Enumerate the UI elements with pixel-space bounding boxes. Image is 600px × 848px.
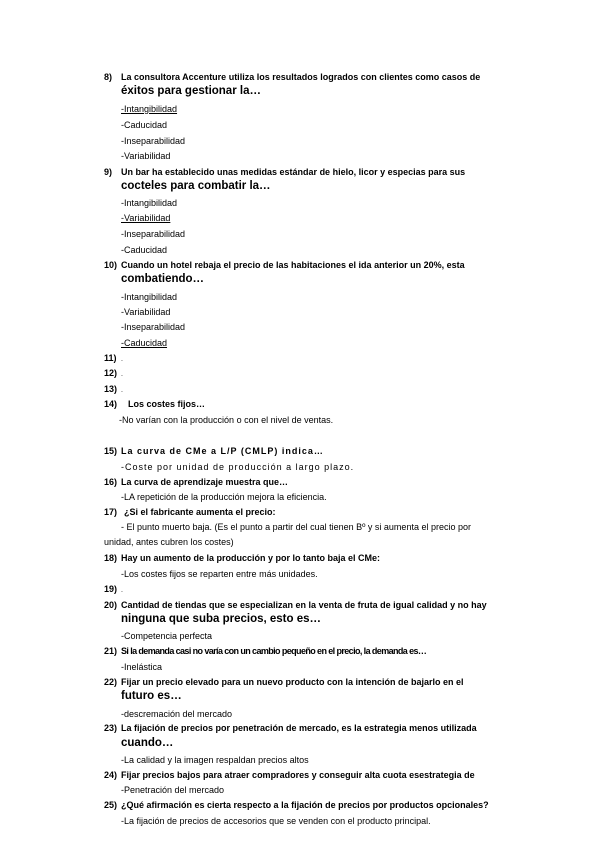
- question-text-cont: combatiendo…: [121, 273, 205, 285]
- question-text: Fijar un precio elevado para un nuevo producto con la intención de bajarlo en el: [121, 677, 464, 687]
- answer: - El punto muerto baja. (Es el punto a partir del cual tienen Bº y si aumenta el precio por: [121, 522, 471, 532]
- question-text: La curva de CMe a L/P (CMLP) indica…: [121, 446, 324, 456]
- question-text-cont: futuro es…: [121, 690, 182, 702]
- option: -Variabilidad: [121, 151, 171, 161]
- question-text: La curva de aprendizaje muestra que…: [121, 477, 289, 487]
- question-text: Si la demanda casi no varía con un cambio pequeño en el precio, la demanda es…: [121, 646, 427, 656]
- question-number: 18): [104, 553, 118, 563]
- blank-mark: .: [121, 356, 123, 363]
- blank-mark: .: [121, 371, 123, 378]
- answer: -La calidad y la imagen respaldan precios altos: [121, 755, 309, 765]
- question-number: 8): [104, 72, 113, 82]
- question-text: Cantidad de tiendas que se especializan en la venta de fruta de igual calidad y no hay: [121, 600, 487, 610]
- question-text: Cuando un hotel rebaja el precio de las habitaciones el ida anterior un 20%, esta: [121, 260, 465, 270]
- question-number: 23): [104, 723, 118, 733]
- option: -Intangibilidad: [121, 292, 178, 302]
- question-number: 20): [104, 600, 118, 610]
- question-text-cont: cuando…: [121, 737, 174, 749]
- question-number: 9): [104, 167, 113, 177]
- question-text: La fijación de precios por penetración de mercado, es la estrategia menos utilizada: [121, 723, 477, 733]
- question-number: 22): [104, 677, 118, 687]
- question-text-cont: ninguna que suba precios, esto es…: [121, 613, 322, 625]
- option-underlined: -Variabilidad: [121, 213, 171, 223]
- question-number: 17): [104, 507, 118, 517]
- option: -Inseparabilidad: [121, 136, 186, 146]
- question-text: Hay un aumento de la producción y por lo tanto baja el CMe:: [121, 553, 381, 563]
- question-number: 24): [104, 770, 118, 780]
- question-text: Fijar precios bajos para atraer compradores y conseguir alta cuota esestrategia de: [121, 770, 475, 780]
- question-number: 15): [104, 446, 118, 456]
- question-text: Los costes fijos…: [128, 399, 206, 409]
- answer: -descremación del mercado: [121, 709, 233, 719]
- question-text: La consultora Accenture utiliza los resultados logrados con clientes como casos de: [121, 72, 481, 82]
- answer: -No varían con la producción o con el nivel de ventas.: [119, 415, 334, 425]
- answer: -Coste por unidad de producción a largo plazo.: [121, 462, 355, 472]
- option-underlined: -Intangibilidad: [121, 104, 178, 114]
- question-number: 19): [104, 584, 118, 594]
- option: -Inseparabilidad: [121, 229, 186, 239]
- question-number: 16): [104, 477, 118, 487]
- question-text-cont: éxitos para gestionar la…: [121, 85, 261, 97]
- option: -Caducidad: [121, 120, 168, 130]
- answer: -Inelástica: [121, 662, 163, 672]
- question-number: 10): [104, 260, 118, 270]
- blank-mark: .: [121, 587, 123, 594]
- question-number: 11): [104, 353, 117, 363]
- blank-mark: .: [121, 387, 123, 394]
- question-number: 14): [104, 399, 118, 409]
- question-text-cont: cocteles para combatir la…: [121, 180, 271, 192]
- option: -Caducidad: [121, 245, 168, 255]
- question-text: ¿Qué afirmación es cierta respecto a la fijación de precios por productos opcionales?: [121, 800, 489, 810]
- question-number: 21): [104, 646, 118, 656]
- option: -Variabilidad: [121, 307, 171, 317]
- question-number: 25): [104, 800, 118, 810]
- question-number: 12): [104, 368, 118, 378]
- question-text: Un bar ha establecido unas medidas estándar de hielo, licor y especias para sus: [121, 167, 466, 177]
- answer: -La fijación de precios de accesorios que se venden con el producto principal.: [121, 816, 431, 826]
- option-underlined: -Caducidad: [121, 338, 168, 348]
- question-number: 13): [104, 384, 118, 394]
- answer: -LA repetición de la producción mejora la eficiencia.: [121, 492, 327, 502]
- answer: -Competencia perfecta: [121, 631, 213, 641]
- answer: -Penetración del mercado: [121, 785, 225, 795]
- answer-cont: unidad, antes cubren los costes): [104, 537, 234, 547]
- question-text: ¿Si el fabricante aumenta el precio:: [124, 507, 276, 517]
- option: -Inseparabilidad: [121, 322, 186, 332]
- option: -Intangibilidad: [121, 198, 178, 208]
- answer: -Los costes fijos se reparten entre más unidades.: [121, 569, 318, 579]
